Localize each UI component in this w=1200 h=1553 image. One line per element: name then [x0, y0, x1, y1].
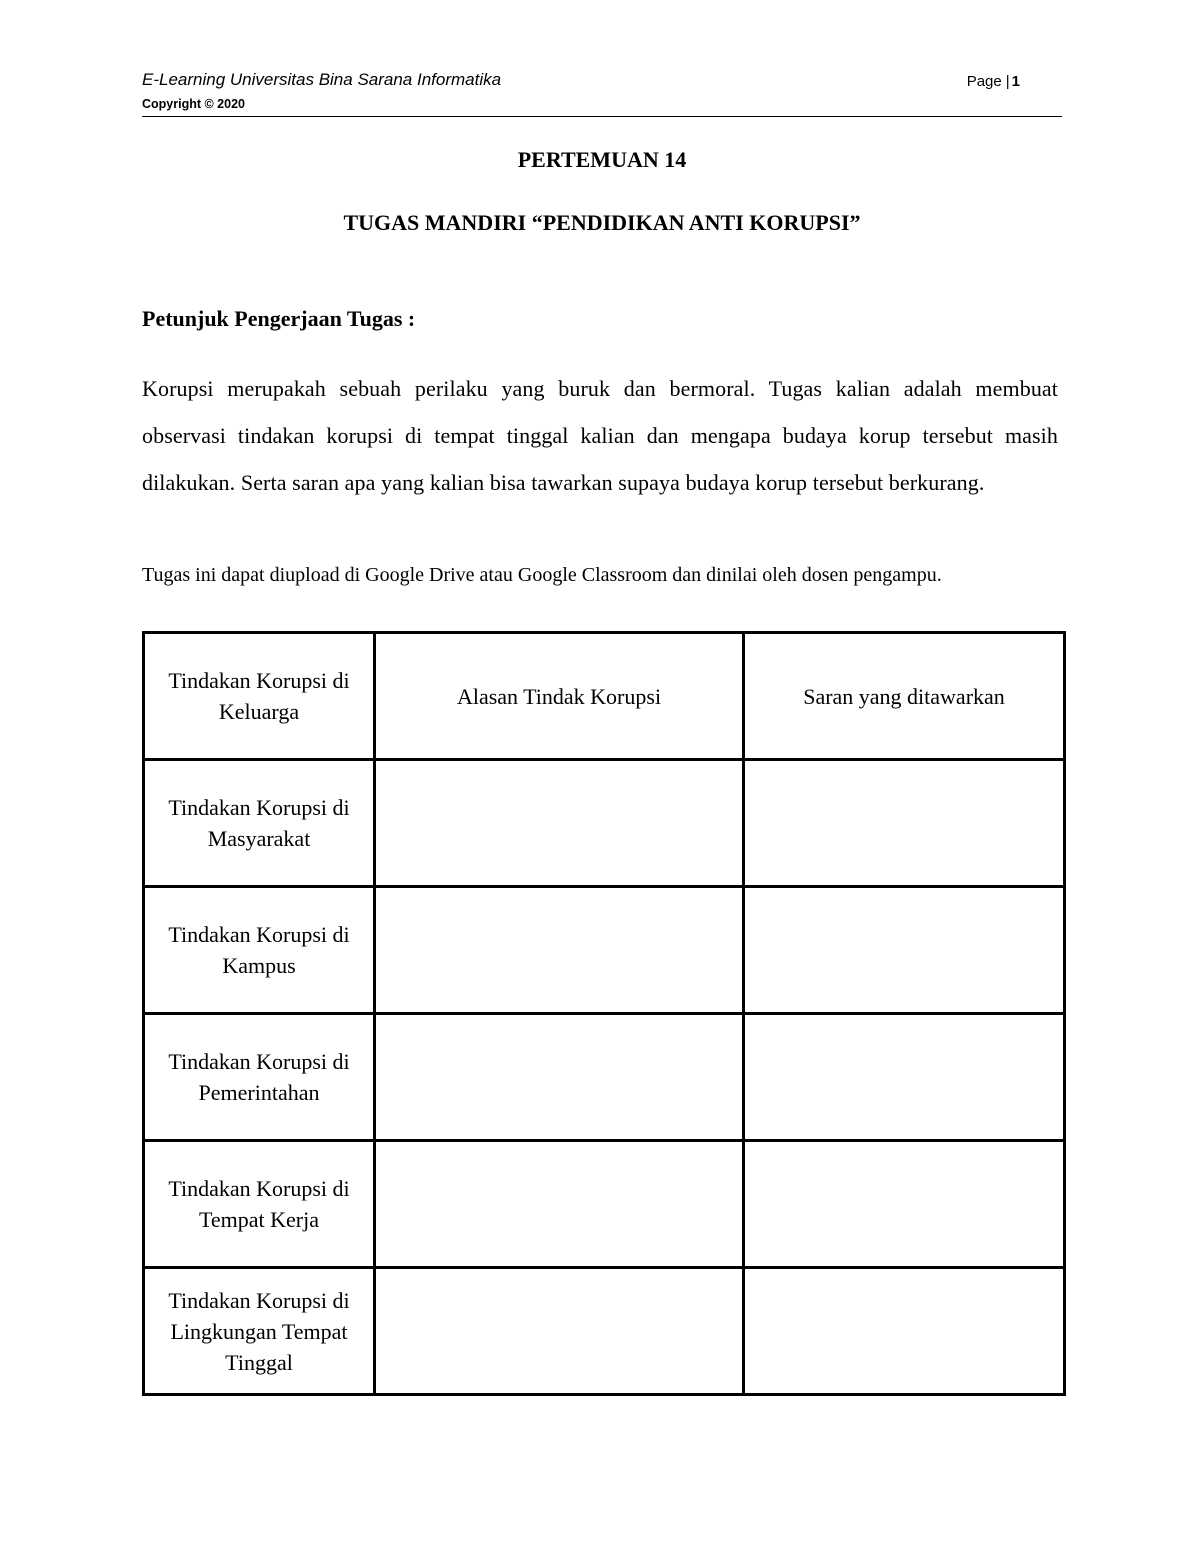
instructions-paragraph: Korupsi merupakah sebuah perilaku yang buruk dan bermoral. Tugas kalian adalah membuat observasi tindakan korupsi di tempat tinggal kalian dan mengapa budaya korup tersebut masih dilakukan. Serta saran apa yang kalian bisa tawarkan supaya budaya korup tersebut berkurang. [142, 376, 1058, 495]
table-row [144, 1268, 1065, 1395]
table-header-row [144, 633, 1065, 760]
assignment-title: TUGAS MANDIRI “PENDIDIKAN ANTI KORUPSI” [343, 210, 861, 235]
instructions-heading: Petunjuk Pengerjaan Tugas : [142, 306, 416, 331]
table-cell-category: Tindakan Korupsi di Pemerintahan [144, 1014, 375, 1141]
table-cell-category: Tindakan Korupsi di Tempat Kerja [144, 1141, 375, 1268]
header-page-label: Page [966, 73, 1002, 90]
table-header-suggestion: Saran yang ditawarkan [744, 633, 1065, 760]
table-cell-reason[interactable] [375, 887, 744, 1014]
table-cell-suggestion[interactable] [744, 760, 1065, 887]
header-copyright: Copyright © 2020 [142, 97, 245, 111]
table-cell-suggestion[interactable] [744, 887, 1065, 1014]
table-cell-category: Tindakan Korupsi di Kampus [144, 887, 375, 1014]
table-row [144, 1141, 1065, 1268]
table-cell-category: Tindakan Korupsi di Keluarga [144, 633, 375, 760]
table-cell-reason[interactable] [375, 1141, 744, 1268]
table-cell-category: Tindakan Korupsi di Masyarakat [144, 760, 375, 887]
meeting-title: PERTEMUAN 14 [517, 147, 687, 172]
table-row [144, 760, 1065, 887]
header-page-indicator [967, 73, 1020, 90]
upload-note: Tugas ini dapat diupload di Google Drive atau Google Classroom dan dinilai oleh dosen pengampu. [142, 564, 942, 586]
header-divider [142, 116, 1062, 117]
table-header-reason: Alasan Tindak Korupsi [375, 633, 744, 760]
table-cell-suggestion[interactable] [744, 1141, 1065, 1268]
table-row [144, 887, 1065, 1014]
table-row [144, 1014, 1065, 1141]
table-cell-reason[interactable] [375, 1268, 744, 1395]
table-cell-reason[interactable] [375, 1014, 744, 1141]
assignment-table [142, 631, 1066, 1396]
table-cell-suggestion[interactable] [744, 1014, 1065, 1141]
header-page-separator: | [1005, 73, 1010, 90]
table-cell-category: Tindakan Korupsi di Lingkungan Tempat Tinggal [144, 1268, 375, 1395]
table-cell-reason[interactable] [375, 760, 744, 887]
table-cell-suggestion[interactable] [744, 1268, 1065, 1395]
header-page-number: 1 [1011, 73, 1020, 90]
header-institution: E-Learning Universitas Bina Sarana Informatika [142, 70, 502, 89]
